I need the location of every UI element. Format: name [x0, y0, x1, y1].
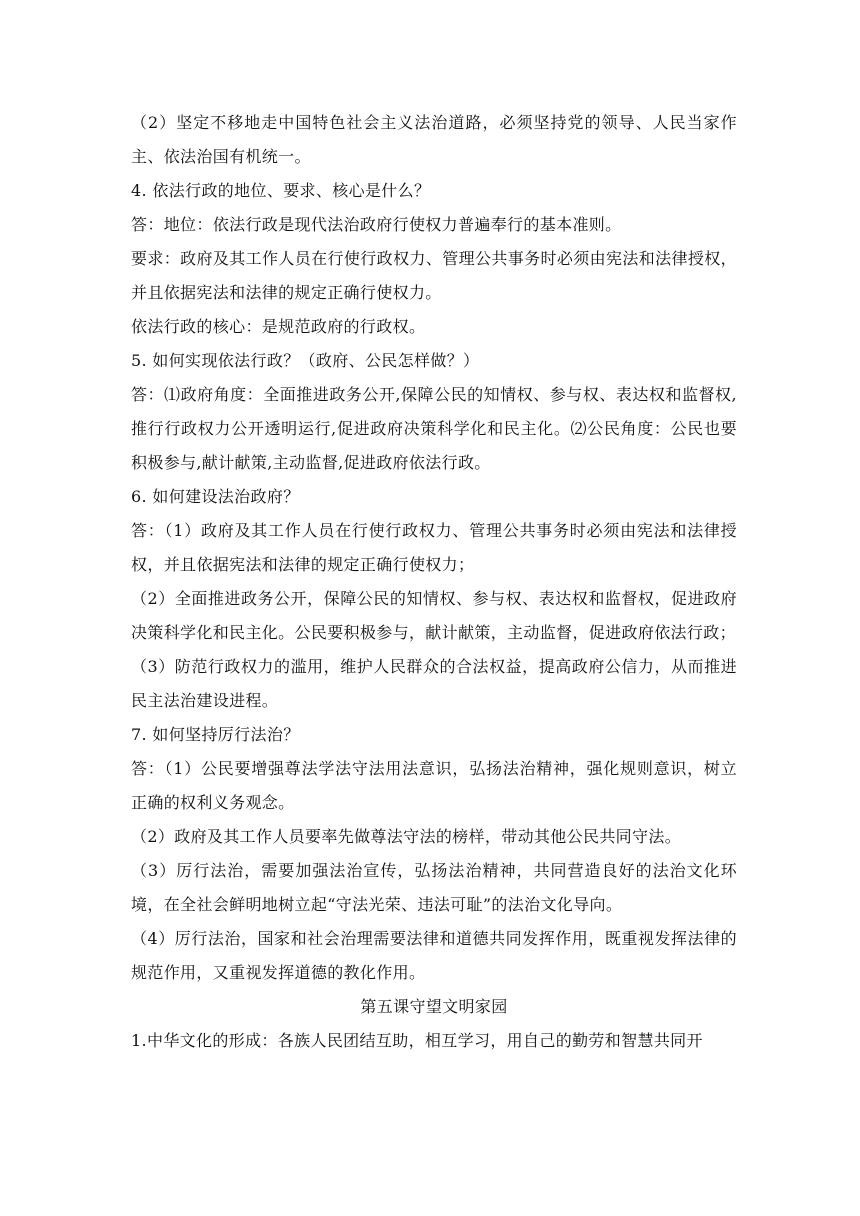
question-5-heading: 5. 如何实现依法行政？（政府、公民怎样做？）: [131, 351, 480, 370]
answer-6-item-2: （2）全面推进政务公开，保障公民的知情权、参与权、表达权和监督权，促进政府决策科学化和民主化。公民要积极参与，献计献策，主动监督，促进政府依法行政；: [131, 589, 737, 642]
answer-7-item-2: （2）政府及其工作人员要率先做尊法守法的榜样，带动其他公民共同守法。: [131, 827, 682, 846]
answer-7-item-1: 答：（1）公民要增强尊法学法守法用法意识，弘扬法治精神，强化规则意识，树立正确的权利义务观念。: [131, 759, 737, 812]
lesson-5-point-1: 1.中华文化的形成：各族人民团结互助，相互学习，用自己的勤劳和智慧共同开: [131, 1031, 703, 1050]
paragraph-item-2: （2）坚定不移地走中国特色社会主义法治道路，必须坚持党的领导、人民当家作主、依法治国有机统一。: [131, 113, 737, 166]
answer-6-item-1: 答：（1）政府及其工作人员在行使行政权力、管理公共事务时必须由宪法和法律授权，并且依据宪法和法律的规定正确行使权力；: [131, 521, 737, 574]
answer-7-item-4: （4）厉行法治，国家和社会治理需要法律和道德共同发挥作用，既重视发挥法律的规范作用，又重视发挥道德的教化作用。: [131, 929, 737, 982]
lesson-5-title: 第五课守望文明家园: [360, 997, 508, 1016]
question-7-heading: 7. 如何坚持厉行法治？: [131, 725, 300, 744]
document-body: [131, 106, 737, 1058]
answer-4-requirement: 要求：政府及其工作人员在行使行政权力、管理公共事务时必须由宪法和法律授权，并且依据宪法和法律的规定正确行使权力。: [131, 249, 737, 302]
answer-7-item-3: （3）厉行法治，需要加强法治宣传，弘扬法治精神，共同营造良好的法治文化环境，在全社会鲜明地树立起“守法光荣、违法可耻”的法治文化导向。: [131, 861, 737, 914]
question-4-heading: 4. 依法行政的地位、要求、核心是什么？: [131, 181, 431, 200]
answer-4-core: 依法行政的核心：是规范政府的行政权。: [131, 317, 426, 336]
answer-4-status: 答：地位：依法行政是现代法治政府行使权力普遍奉行的基本准则。: [131, 215, 622, 234]
answer-6-item-3: （3）防范行政权力的滥用，维护人民群众的合法权益，提高政府公信力，从而推进民主法治建设进程。: [131, 657, 737, 710]
question-6-heading: 6. 如何建设法治政府？: [131, 487, 300, 506]
answer-5: 答：⑴政府角度：全面推进政务公开,保障公民的知情权、参与权、表达权和监督权,推行行政权力公开透明运行,促进政府决策科学化和民主化。⑵公民角度：公民也要积极参与,献计献策,主动监督,促进政府依法行政。: [131, 385, 737, 472]
